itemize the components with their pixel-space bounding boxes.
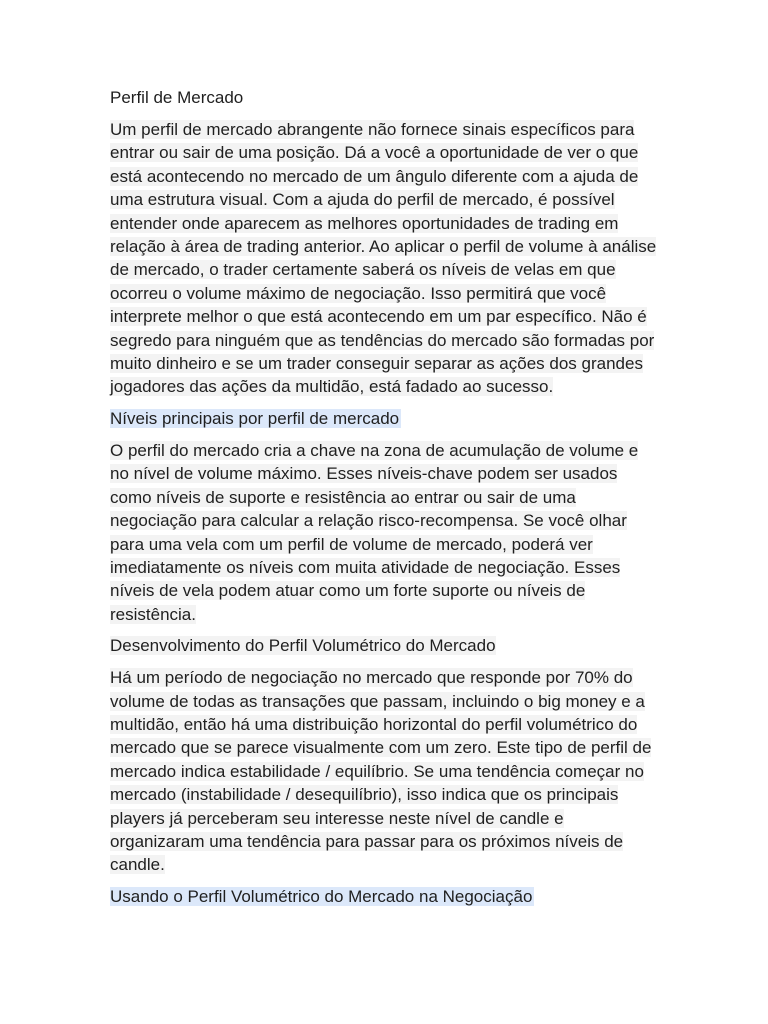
heading-desenvolvimento: [110, 634, 658, 658]
paragraph-intro: [110, 118, 658, 399]
document-title: Perfil de Mercado: [110, 88, 244, 107]
paragraph-niveis-principais: [110, 439, 658, 626]
heading-niveis-principais: [110, 407, 658, 431]
paragraph-desenvolvimento: [110, 666, 658, 877]
heading-usando-perfil: [110, 885, 658, 909]
paragraph-intro-text: Um perfil de mercado abrangente não fornece sinais específicos para entrar ou sair de uma posição. Dá a você a oportunidade de ver o que está acontecendo no mercado de um ângulo diferente com a ajuda de uma estrutura visual. Com a ajuda do perfil de mercado, é possível entender onde aparecem as melhores oportunidades de trading em relação à área de trading anterior. Ao aplicar o perfil de volume à análise de mercado, o trader certamente saberá os níveis de velas em que ocorreu o volume máximo de negociação. Isso permitirá que você interprete melhor o que está acontecendo em um par específico. Não é segredo para ninguém que as tendências do mercado são formadas por muito dinheiro e se um trader conseguir separar as ações dos grandes jogadores das ações da multidão, está fadado ao sucesso.: [110, 120, 657, 397]
heading-niveis-principais-text: Níveis principais por perfil de mercado: [110, 408, 400, 428]
heading-usando-perfil-text: Usando o Perfil Volumétrico do Mercado na Negociação: [110, 886, 533, 906]
heading-desenvolvimento-text: Desenvolvimento do Perfil Volumétrico do Mercado: [110, 636, 496, 656]
paragraph-desenvolvimento-text: Há um período de negociação no mercado que responde por 70% do volume de todas as transações que passam, incluindo o big money e a multidão, então há uma distribuição horizontal do perfil volumétrico do mercado que se parece visualmente com um zero. Este tipo de perfil de mercado indica estabilidade / equilíbrio. Se uma tendência começar no mercado (instabilidade / desequilíbrio), isso indica que os principais players já perceberam seu interesse neste nível de candle e organizaram uma tendência para passar para os próximos níveis de candle.: [110, 668, 652, 875]
paragraph-niveis-principais-text: O perfil do mercado cria a chave na zona de acumulação de volume e no nível de volume máximo. Esses níveis-chave podem ser usados como níveis de suporte e resistência ao entrar ou sair de uma negociação para calcular a relação risco-recompensa. Se você olhar para uma vela com um perfil de volume de mercado, poderá ver imediatamente os níveis com muita atividade de negociação. Esses níveis de vela podem atuar como um forte suporte ou níveis de resistência.: [110, 440, 639, 624]
document-page: [110, 86, 658, 917]
